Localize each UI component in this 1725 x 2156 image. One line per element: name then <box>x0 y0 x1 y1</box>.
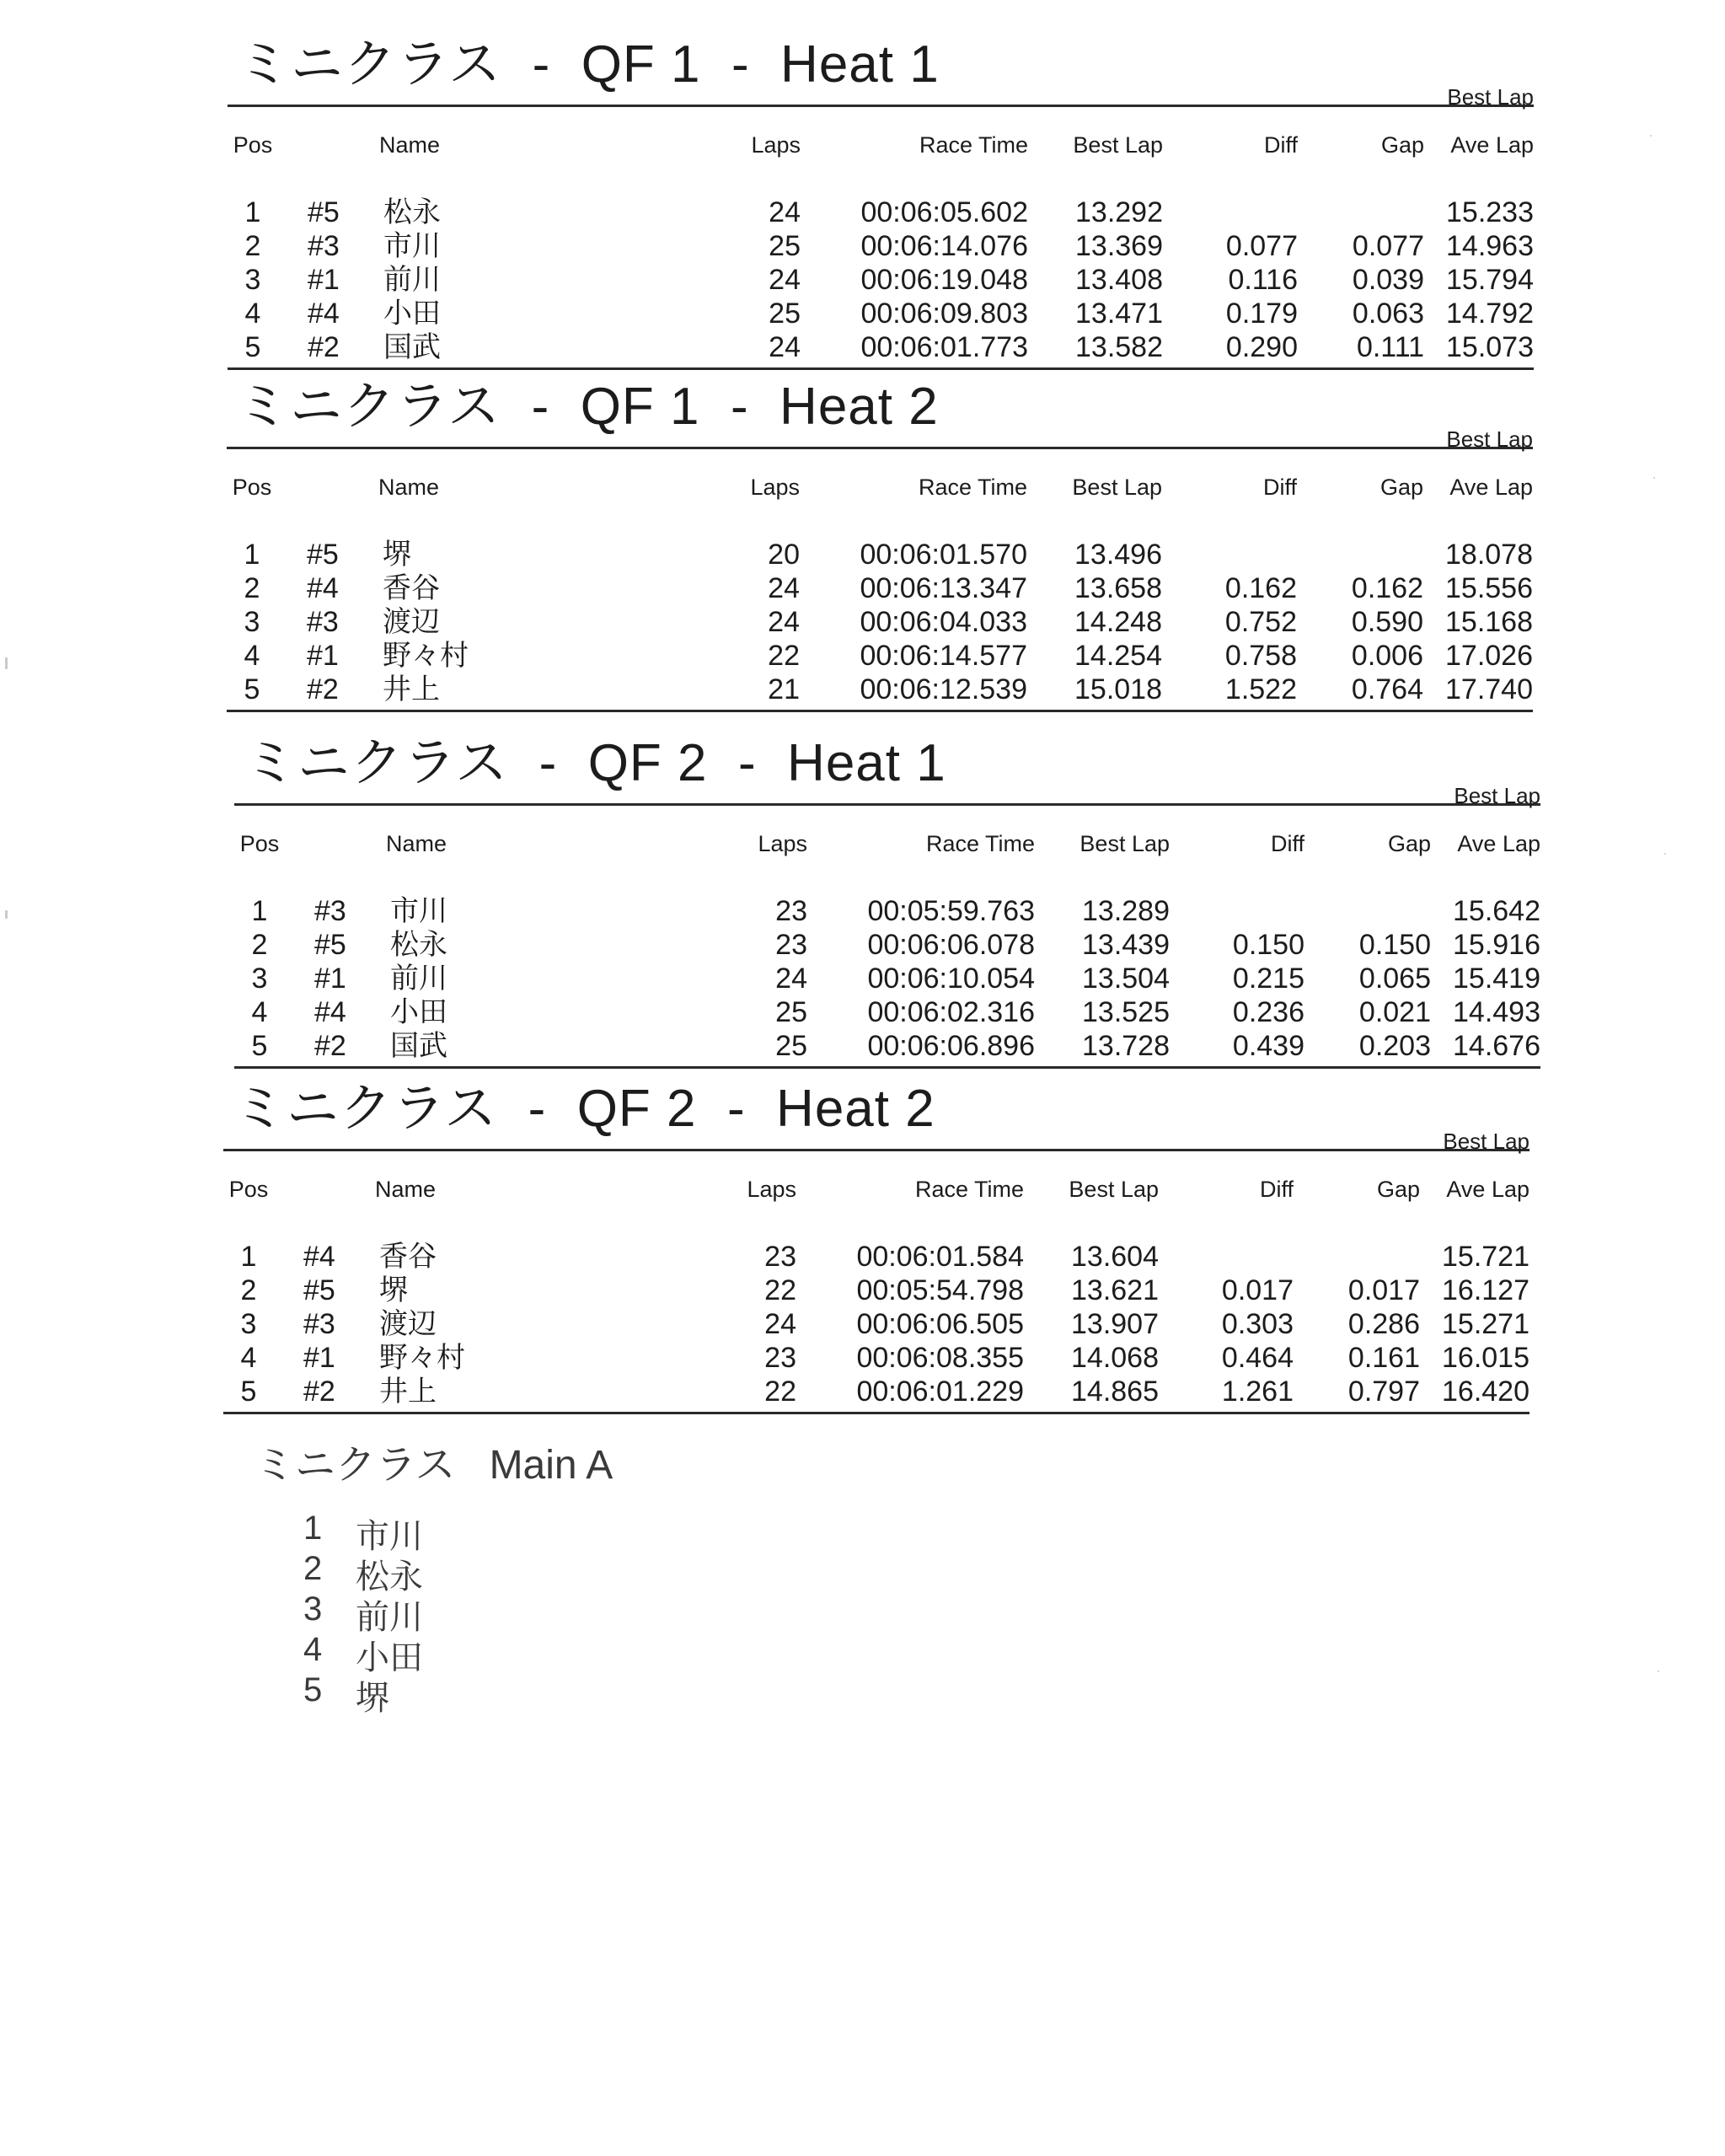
column-header-laps: Laps <box>758 831 807 856</box>
cell-race-time: 00:06:10.054 <box>867 963 1035 995</box>
column-header-name: Name <box>378 475 440 500</box>
cell-pos: 3 <box>240 1308 257 1340</box>
cell-pos: 3 <box>251 963 268 995</box>
cell-name: 渡辺 <box>383 606 440 638</box>
cell-race-time: 00:06:04.033 <box>860 606 1027 638</box>
cell-name: 井上 <box>379 1376 437 1408</box>
cell-laps: 25 <box>775 1030 807 1062</box>
cell-name: 小田 <box>383 298 441 330</box>
cell-race-time: 00:06:06.078 <box>867 929 1035 961</box>
table-row <box>223 1341 1529 1375</box>
column-header-ave-lap: Ave Lap <box>1446 1177 1529 1202</box>
main-a-section <box>254 1443 613 1717</box>
cell-ave-lap: 15.073 <box>1446 331 1534 363</box>
cell-race-time: 00:05:54.798 <box>856 1274 1024 1306</box>
main-a-position: 3 <box>303 1590 323 1628</box>
table-row <box>228 229 1534 263</box>
main-a-driver-name: 前川 <box>356 1599 423 1636</box>
cell-laps: 23 <box>775 895 807 927</box>
main-a-driver-name: 堺 <box>356 1680 389 1717</box>
cell-pos: 1 <box>244 196 261 228</box>
cell-pos: 2 <box>240 1274 257 1306</box>
column-header-pos: Pos <box>232 475 272 500</box>
cell-best-lap: 15.018 <box>1074 673 1162 705</box>
cell-car: #5 <box>303 1274 335 1306</box>
scan-speck <box>5 657 8 669</box>
cell-best-lap: 14.254 <box>1074 640 1162 672</box>
column-header-ave-lap: Ave Lap <box>1450 132 1534 158</box>
column-header-ave-lap: Ave Lap <box>1449 475 1533 500</box>
cell-car: #3 <box>307 606 339 638</box>
cell-gap: 0.039 <box>1352 264 1424 296</box>
cell-race-time: 00:05:59.763 <box>867 895 1035 927</box>
cell-laps: 25 <box>775 996 807 1028</box>
main-a-list <box>254 1506 613 1717</box>
cell-race-time: 00:06:06.505 <box>856 1308 1024 1340</box>
cell-race-time: 00:06:09.803 <box>860 298 1028 330</box>
cell-gap: 0.161 <box>1347 1342 1420 1374</box>
cell-name: 前川 <box>390 963 447 995</box>
cell-name: 松永 <box>390 929 447 961</box>
table-row <box>228 297 1534 330</box>
cell-diff: 0.303 <box>1221 1308 1294 1340</box>
cell-car: #4 <box>307 572 339 604</box>
cell-diff: 1.261 <box>1221 1376 1294 1408</box>
cell-gap: 0.006 <box>1351 640 1423 672</box>
cell-race-time: 00:06:14.577 <box>860 640 1027 672</box>
cell-pos: 2 <box>244 572 260 604</box>
cell-diff: 1.522 <box>1224 673 1297 705</box>
table-row <box>223 1240 1529 1274</box>
cell-name: 渡辺 <box>379 1308 437 1340</box>
main-a-row <box>254 1628 613 1676</box>
cell-ave-lap: 15.233 <box>1446 196 1534 228</box>
cell-race-time: 00:06:06.896 <box>867 1030 1035 1062</box>
column-header-diff: Diff <box>1270 831 1304 856</box>
column-header-name: Name <box>386 831 447 856</box>
main-a-row <box>254 1668 613 1717</box>
cell-laps: 25 <box>769 230 801 262</box>
scan-speck <box>1650 135 1652 137</box>
cell-gap: 0.203 <box>1358 1030 1431 1062</box>
cell-car: #5 <box>307 539 339 571</box>
column-header-laps: Laps <box>751 132 801 158</box>
cell-race-time: 00:06:01.229 <box>856 1376 1024 1408</box>
main-a-driver-name: 小田 <box>356 1639 423 1676</box>
cell-name: 香谷 <box>379 1241 437 1273</box>
cell-ave-lap: 15.168 <box>1445 606 1533 638</box>
column-header-race-time: Race Time <box>918 475 1027 500</box>
cell-best-lap: 14.865 <box>1071 1376 1159 1408</box>
cell-best-lap: 13.582 <box>1075 331 1163 363</box>
main-a-title: ミニクラス Main A <box>254 1443 613 1488</box>
cell-pos: 4 <box>251 996 268 1028</box>
cell-best-lap: 13.496 <box>1074 539 1162 571</box>
cell-gap: 0.162 <box>1351 572 1423 604</box>
cell-pos: 3 <box>244 606 260 638</box>
cell-gap: 0.065 <box>1358 963 1431 995</box>
column-header-diff: Diff <box>1263 132 1298 158</box>
main-a-driver-name: 松永 <box>356 1558 423 1596</box>
column-header-diff: Diff <box>1259 1177 1294 1202</box>
cell-name: 国武 <box>383 331 441 363</box>
cell-gap: 0.063 <box>1352 298 1424 330</box>
cell-ave-lap: 18.078 <box>1445 539 1533 571</box>
cell-best-lap: 13.621 <box>1071 1274 1159 1306</box>
cell-pos: 2 <box>251 929 268 961</box>
column-header-pos: Pos <box>233 132 273 158</box>
cell-race-time: 00:06:02.316 <box>867 996 1035 1028</box>
cell-car: #4 <box>303 1241 335 1273</box>
cell-ave-lap: 14.792 <box>1446 298 1534 330</box>
cell-diff: 0.758 <box>1224 640 1297 672</box>
column-header-pos: Pos <box>228 1177 269 1202</box>
cell-gap: 0.797 <box>1347 1376 1420 1408</box>
cell-ave-lap: 15.419 <box>1453 963 1540 995</box>
cell-name: 小田 <box>390 996 447 1028</box>
table-row <box>227 673 1533 706</box>
cell-car: #2 <box>314 1030 346 1062</box>
column-header-pos: Pos <box>239 831 280 856</box>
column-header-best-lap: Best Lap <box>1072 475 1162 500</box>
cell-race-time: 00:06:19.048 <box>860 264 1028 296</box>
cell-car: #1 <box>303 1342 335 1374</box>
cell-laps: 24 <box>768 572 800 604</box>
sort-label: Best Lap <box>1443 1129 1529 1154</box>
cell-car: #2 <box>308 331 340 363</box>
cell-diff: 0.162 <box>1224 572 1297 604</box>
cell-ave-lap: 15.642 <box>1453 895 1540 927</box>
heat-title: ミニクラス - QF 1 - Heat 1 <box>238 35 940 94</box>
cell-name: 市川 <box>390 895 447 927</box>
cell-car: #1 <box>307 640 339 672</box>
table-row <box>228 263 1534 297</box>
cell-name: 井上 <box>383 673 440 705</box>
cell-gap: 0.150 <box>1358 929 1431 961</box>
heat-block <box>223 1080 1529 1420</box>
title-divider <box>228 105 1534 107</box>
cell-best-lap: 13.439 <box>1082 929 1170 961</box>
cell-car: #5 <box>314 929 346 961</box>
cell-pos: 5 <box>240 1376 257 1408</box>
scan-speck <box>1664 853 1666 855</box>
column-header-gap: Gap <box>1387 831 1431 856</box>
cell-ave-lap: 14.493 <box>1453 996 1540 1028</box>
cell-laps: 21 <box>768 673 800 705</box>
heat-title: ミニクラス - QF 2 - Heat 2 <box>233 1080 935 1138</box>
table-row <box>234 894 1540 928</box>
table-row <box>223 1375 1529 1408</box>
cell-laps: 24 <box>769 264 801 296</box>
column-header-best-lap: Best Lap <box>1069 1177 1159 1202</box>
main-a-position: 1 <box>303 1510 323 1547</box>
cell-race-time: 00:06:14.076 <box>860 230 1028 262</box>
table-row <box>227 538 1533 571</box>
cell-car: #4 <box>314 996 346 1028</box>
cell-laps: 24 <box>768 606 800 638</box>
table-row <box>223 1274 1529 1307</box>
scan-speck <box>5 910 8 919</box>
cell-diff: 0.236 <box>1232 996 1304 1028</box>
cell-race-time: 00:06:01.773 <box>860 331 1028 363</box>
title-divider <box>223 1149 1529 1151</box>
cell-laps: 23 <box>775 929 807 961</box>
cell-best-lap: 14.068 <box>1071 1342 1159 1374</box>
cell-best-lap: 13.658 <box>1074 572 1162 604</box>
cell-race-time: 00:06:08.355 <box>856 1342 1024 1374</box>
heat-block <box>228 35 1534 376</box>
table-row <box>228 196 1534 229</box>
column-header-race-time: Race Time <box>914 1177 1024 1202</box>
cell-best-lap: 13.907 <box>1071 1308 1159 1340</box>
main-a-row <box>254 1506 613 1555</box>
cell-pos: 1 <box>244 539 260 571</box>
cell-car: #2 <box>303 1376 335 1408</box>
cell-ave-lap: 14.676 <box>1453 1030 1540 1062</box>
cell-name: 野々村 <box>379 1342 465 1374</box>
cell-pos: 2 <box>244 230 261 262</box>
cell-laps: 22 <box>764 1274 796 1306</box>
cell-gap: 0.590 <box>1351 606 1423 638</box>
cell-car: #2 <box>307 673 339 705</box>
column-header-name: Name <box>375 1177 437 1202</box>
cell-ave-lap: 14.963 <box>1446 230 1534 262</box>
heat-block <box>227 378 1533 718</box>
main-a-position: 5 <box>303 1671 323 1708</box>
column-header-gap: Gap <box>1379 475 1423 500</box>
cell-laps: 24 <box>775 963 807 995</box>
column-header-best-lap: Best Lap <box>1079 831 1170 856</box>
cell-laps: 20 <box>768 539 800 571</box>
cell-pos: 4 <box>244 298 261 330</box>
heat-block <box>234 734 1540 1075</box>
cell-laps: 24 <box>769 331 801 363</box>
main-a-row <box>254 1587 613 1636</box>
main-a-position: 4 <box>303 1631 323 1668</box>
cell-best-lap: 13.604 <box>1071 1241 1159 1273</box>
table-bottom-divider <box>228 367 1534 370</box>
cell-best-lap: 14.248 <box>1074 606 1162 638</box>
heat-title: ミニクラス - QF 2 - Heat 1 <box>244 734 946 792</box>
cell-diff: 0.077 <box>1225 230 1298 262</box>
cell-gap: 0.764 <box>1351 673 1423 705</box>
cell-pos: 1 <box>240 1241 257 1273</box>
cell-pos: 5 <box>244 673 260 705</box>
cell-best-lap: 13.289 <box>1082 895 1170 927</box>
table-row <box>227 605 1533 639</box>
cell-laps: 22 <box>764 1376 796 1408</box>
table-bottom-divider <box>223 1412 1529 1414</box>
sort-label: Best Lap <box>1447 84 1534 110</box>
column-header-laps: Laps <box>747 1177 796 1202</box>
cell-name: 堺 <box>379 1274 408 1306</box>
table-row <box>223 1307 1529 1341</box>
cell-car: #4 <box>308 298 340 330</box>
scan-speck <box>1653 477 1655 479</box>
cell-name: 前川 <box>383 264 441 296</box>
column-header-race-time: Race Time <box>919 132 1028 158</box>
table-row <box>234 928 1540 962</box>
main-a-row <box>254 1547 613 1596</box>
cell-best-lap: 13.471 <box>1075 298 1163 330</box>
cell-pos: 1 <box>251 895 268 927</box>
cell-pos: 4 <box>244 640 260 672</box>
table-bottom-divider <box>234 1066 1540 1069</box>
cell-laps: 23 <box>764 1342 796 1374</box>
title-divider <box>234 803 1540 806</box>
cell-laps: 22 <box>768 640 800 672</box>
cell-name: 松永 <box>383 196 441 228</box>
cell-diff: 0.150 <box>1232 929 1304 961</box>
cell-name: 堺 <box>383 539 411 571</box>
cell-diff: 0.290 <box>1225 331 1298 363</box>
cell-ave-lap: 15.556 <box>1445 572 1533 604</box>
cell-diff: 0.116 <box>1228 264 1298 296</box>
cell-car: #1 <box>314 963 346 995</box>
table-row <box>234 995 1540 1029</box>
cell-ave-lap: 16.127 <box>1442 1274 1529 1306</box>
main-a-driver-name: 市川 <box>356 1518 423 1555</box>
cell-race-time: 00:06:12.539 <box>860 673 1027 705</box>
cell-car: #3 <box>308 230 340 262</box>
cell-diff: 0.752 <box>1224 606 1297 638</box>
cell-pos: 4 <box>240 1342 257 1374</box>
cell-laps: 25 <box>769 298 801 330</box>
cell-race-time: 00:06:13.347 <box>860 572 1027 604</box>
sort-label: Best Lap <box>1454 783 1540 808</box>
table-row <box>234 1029 1540 1063</box>
cell-name: 野々村 <box>383 640 469 672</box>
scan-speck <box>1658 1671 1659 1672</box>
cell-race-time: 00:06:05.602 <box>860 196 1028 228</box>
cell-car: #1 <box>308 264 340 296</box>
column-header-diff: Diff <box>1262 475 1297 500</box>
cell-race-time: 00:06:01.570 <box>860 539 1027 571</box>
column-header-ave-lap: Ave Lap <box>1457 831 1540 856</box>
cell-pos: 3 <box>244 264 261 296</box>
cell-diff: 0.179 <box>1225 298 1298 330</box>
cell-car: #5 <box>308 196 340 228</box>
cell-ave-lap: 17.740 <box>1445 673 1533 705</box>
table-row <box>228 330 1534 364</box>
cell-diff: 0.017 <box>1221 1274 1294 1306</box>
cell-pos: 5 <box>251 1030 268 1062</box>
main-a-position: 2 <box>303 1550 323 1587</box>
cell-gap: 0.286 <box>1347 1308 1420 1340</box>
cell-ave-lap: 15.721 <box>1442 1241 1529 1273</box>
cell-ave-lap: 17.026 <box>1445 640 1533 672</box>
table-row <box>234 962 1540 995</box>
column-header-gap: Gap <box>1380 132 1424 158</box>
cell-best-lap: 13.292 <box>1075 196 1163 228</box>
cell-ave-lap: 16.420 <box>1442 1376 1529 1408</box>
column-header-laps: Laps <box>750 475 800 500</box>
cell-name: 香谷 <box>383 572 440 604</box>
cell-gap: 0.111 <box>1356 331 1424 363</box>
table-row <box>227 639 1533 673</box>
cell-best-lap: 13.504 <box>1082 963 1170 995</box>
heat-title: ミニクラス - QF 1 - Heat 2 <box>237 378 939 436</box>
column-header-name: Name <box>379 132 441 158</box>
cell-race-time: 00:06:01.584 <box>856 1241 1024 1273</box>
cell-laps: 24 <box>769 196 801 228</box>
cell-laps: 23 <box>764 1241 796 1273</box>
cell-car: #3 <box>314 895 346 927</box>
cell-ave-lap: 15.271 <box>1442 1308 1529 1340</box>
cell-diff: 0.439 <box>1232 1030 1304 1062</box>
column-header-gap: Gap <box>1376 1177 1420 1202</box>
column-header-race-time: Race Time <box>925 831 1035 856</box>
cell-best-lap: 13.408 <box>1075 264 1163 296</box>
cell-name: 市川 <box>383 230 441 262</box>
cell-ave-lap: 15.916 <box>1453 929 1540 961</box>
cell-diff: 0.215 <box>1232 963 1304 995</box>
cell-ave-lap: 15.794 <box>1446 264 1534 296</box>
cell-best-lap: 13.728 <box>1082 1030 1170 1062</box>
title-divider <box>227 447 1533 449</box>
column-header-best-lap: Best Lap <box>1073 132 1163 158</box>
cell-ave-lap: 16.015 <box>1442 1342 1529 1374</box>
cell-laps: 24 <box>764 1308 796 1340</box>
cell-diff: 0.464 <box>1221 1342 1294 1374</box>
cell-name: 国武 <box>390 1030 447 1062</box>
table-bottom-divider <box>227 710 1533 712</box>
cell-car: #3 <box>303 1308 335 1340</box>
cell-gap: 0.021 <box>1358 996 1431 1028</box>
table-row <box>227 571 1533 605</box>
cell-gap: 0.017 <box>1347 1274 1420 1306</box>
cell-best-lap: 13.369 <box>1075 230 1163 262</box>
cell-best-lap: 13.525 <box>1082 996 1170 1028</box>
cell-gap: 0.077 <box>1352 230 1424 262</box>
cell-pos: 5 <box>244 331 261 363</box>
sort-label: Best Lap <box>1446 426 1533 452</box>
